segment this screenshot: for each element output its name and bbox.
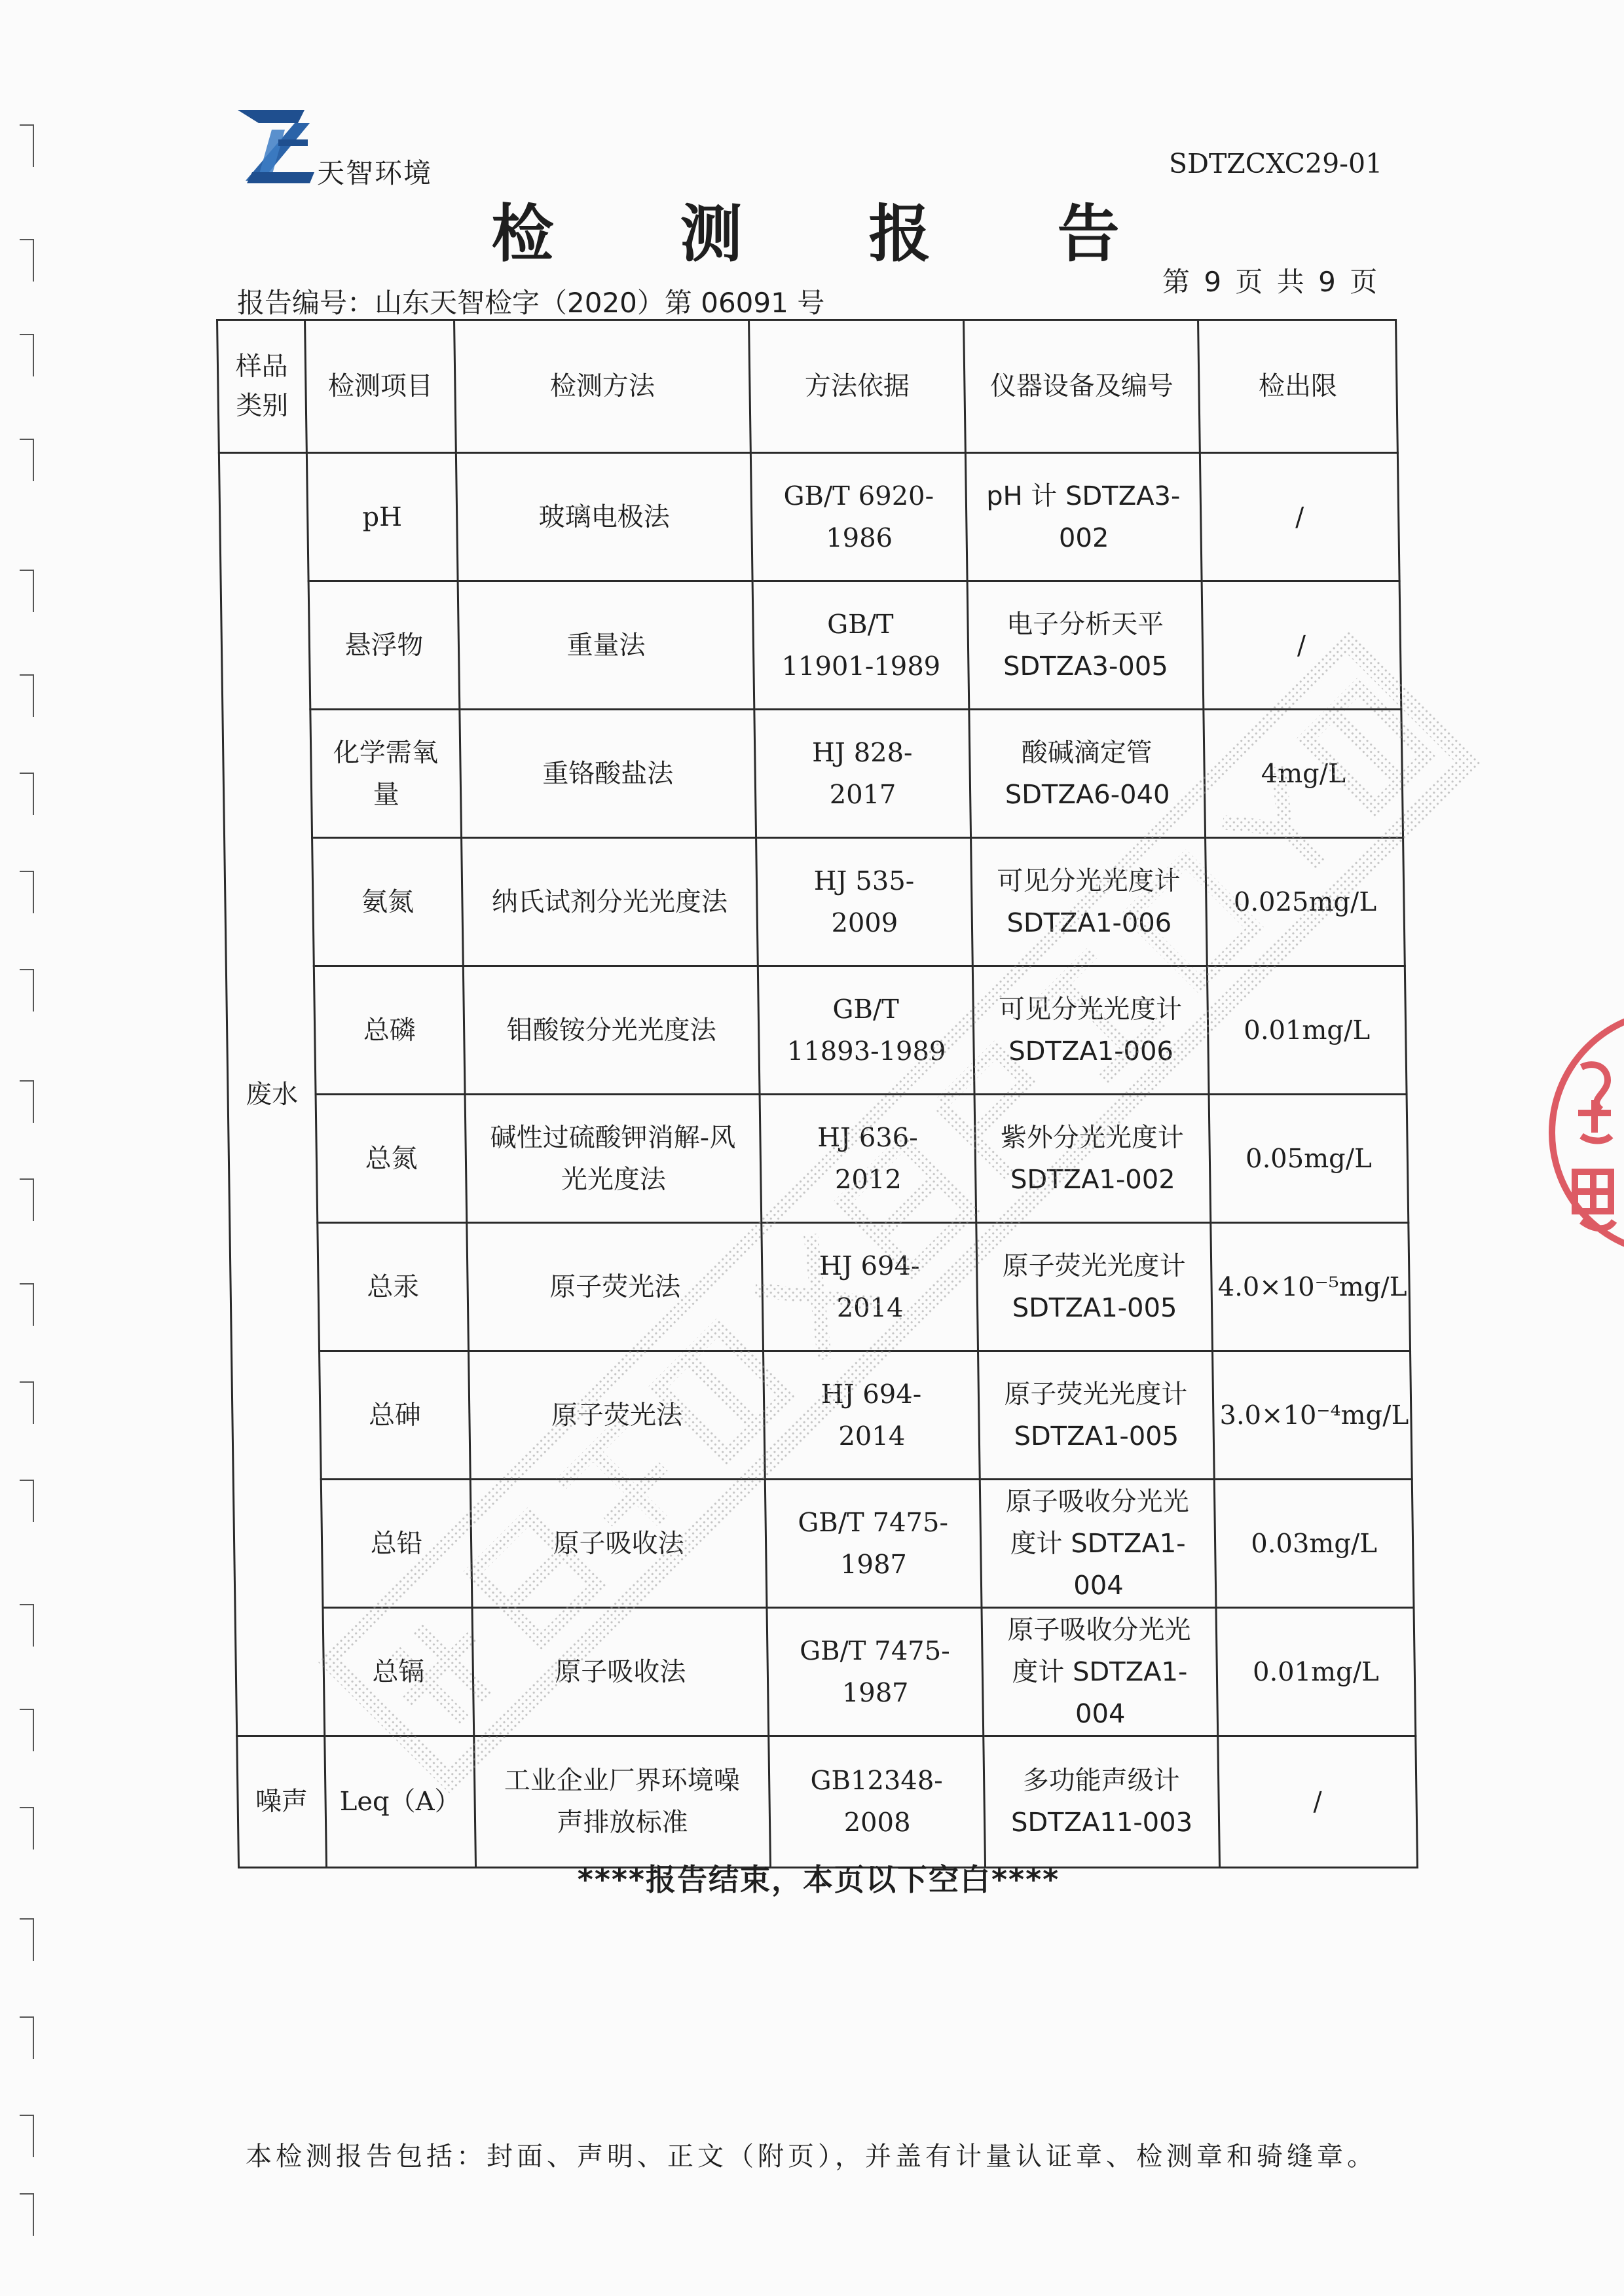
instrument-cell: 紫外分光光度计 SDTZA1-002: [974, 1095, 1211, 1223]
binding-hole: [20, 2115, 34, 2116]
table-row: [221, 581, 1401, 710]
method-basis-cell: HJ 636-2012: [760, 1095, 976, 1223]
binding-hole: [20, 1283, 34, 1285]
category-cell: 废水: [219, 453, 324, 1736]
method-basis-cell: GB/T 6920-1986: [750, 453, 967, 581]
detection-limit-cell: 0.025mg/L: [1206, 838, 1405, 966]
table-row: [230, 1223, 1411, 1351]
detection-limit-cell: 4mg/L: [1204, 710, 1403, 838]
method-basis-cell: GB/T 11901-1989: [752, 581, 969, 710]
test-item-cell: 化学需氧量: [310, 710, 462, 838]
report-number: 报告编号：山东天智检字（2020）第 06091 号: [237, 287, 825, 319]
binding-hole: [20, 969, 34, 970]
test-item-cell: 总铅: [321, 1480, 472, 1608]
binding-hole: [20, 1604, 34, 1605]
method-basis-cell: GB/T 11893-1989: [758, 966, 974, 1095]
header-test-method: 检测方法: [454, 320, 751, 453]
report-title: 检 测 报 告: [491, 198, 1172, 270]
instrument-cell: 可见分光光度计 SDTZA1-006: [972, 966, 1209, 1095]
header-sample-category: 样品类别: [217, 320, 307, 453]
red-seal-stamp: [1542, 995, 1624, 1270]
detection-limit-cell: 0.01mg/L: [1216, 1608, 1416, 1736]
binding-hole: [20, 1178, 34, 1180]
binding-hole: [20, 1709, 34, 1710]
company-logo: [232, 103, 318, 189]
footer-note: 本检测报告包括：封面、声明、正文（附页），并盖有计量认证章、检测章和骑缝章。: [246, 2141, 1377, 2172]
binding-hole: [20, 1381, 34, 1383]
detection-limit-cell: /: [1218, 1736, 1418, 1868]
instrument-cell: 酸碱滴定管 SDTZA6-040: [969, 710, 1206, 838]
binding-hole: [20, 439, 34, 440]
instrument-cell: 电子分析天平 SDTZA3-005: [967, 581, 1204, 710]
test-method-cell: 碱性过硫酸钾消解-风光光度法: [465, 1095, 762, 1223]
method-basis-cell: GB12348-2008: [769, 1736, 986, 1868]
header-test-item: 检测项目: [305, 320, 456, 453]
detection-limit-cell: 0.01mg/L: [1207, 966, 1407, 1095]
binding-hole: [20, 1807, 34, 1808]
detection-limit-cell: 0.05mg/L: [1209, 1095, 1409, 1223]
method-basis-cell: GB/T 7475-1987: [767, 1608, 984, 1736]
test-item-cell: 总磷: [314, 966, 465, 1095]
method-basis-cell: HJ 535-2009: [756, 838, 973, 966]
instrument-cell: 原子吸收分光光度计 SDTZA1-004: [982, 1608, 1218, 1736]
binding-hole: [20, 674, 34, 676]
test-method-cell: 工业企业厂界环境噪声排放标准: [474, 1736, 771, 1868]
binding-hole: [20, 2193, 34, 2195]
test-method-cell: 重量法: [458, 581, 754, 710]
binding-hole: [20, 1918, 34, 1920]
instrument-cell: 原子吸收分光光度计 SDTZA1-004: [980, 1480, 1216, 1608]
test-item-cell: 总砷: [320, 1351, 471, 1480]
test-method-cell: 原子荧光法: [467, 1223, 764, 1351]
test-item-cell: 总镉: [323, 1608, 474, 1736]
binding-hole: [20, 1480, 34, 1481]
test-method-cell: 原子荧光法: [469, 1351, 766, 1480]
document-code: SDTZCXC29-01: [1169, 148, 1383, 179]
test-method-cell: 玻璃电极法: [456, 453, 752, 581]
instrument-cell: 原子荧光光度计 SDTZA1-005: [978, 1351, 1215, 1480]
instrument-cell: pH 计 SDTZA3-002: [965, 453, 1202, 581]
detection-limit-cell: 3.0×10⁻⁴mg/L: [1213, 1351, 1412, 1480]
end-of-report-line: ****报告结束，本页以下空白****: [577, 1862, 1060, 1897]
page-info: 第 9 页 共 9 页: [1162, 266, 1380, 298]
binding-hole: [20, 773, 34, 774]
table-row: [228, 1095, 1409, 1223]
binding-hole: [20, 570, 34, 571]
company-name: 天智环境: [317, 157, 433, 189]
header-instrument: 仪器设备及编号: [964, 320, 1200, 453]
binding-hole: [20, 1080, 34, 1082]
table-row: [235, 1608, 1416, 1736]
table-row: [223, 710, 1403, 838]
detection-limit-cell: /: [1202, 581, 1401, 710]
table-body: [219, 453, 1417, 1868]
test-method-cell: 重铬酸盐法: [460, 710, 756, 838]
method-basis-cell: GB/T 7475-1987: [765, 1480, 982, 1608]
table-row: [237, 1736, 1418, 1868]
detection-limit-cell: 4.0×10⁻⁵mg/L: [1211, 1223, 1411, 1351]
table-row: [219, 453, 1399, 581]
test-method-cell: 原子吸收法: [472, 1608, 769, 1736]
binding-hole: [20, 334, 34, 335]
test-item-cell: 氨氮: [312, 838, 464, 966]
method-basis-cell: HJ 828-2017: [754, 710, 971, 838]
category-cell: 噪声: [237, 1736, 327, 1868]
test-item-cell: pH: [306, 453, 458, 581]
test-item-cell: 总汞: [318, 1223, 469, 1351]
table-row: [226, 966, 1407, 1095]
test-item-cell: 总氮: [316, 1095, 467, 1223]
binding-hole: [20, 2016, 34, 2018]
binding-hole: [20, 124, 34, 126]
test-item-cell: 悬浮物: [308, 581, 460, 710]
test-item-cell: Leq（A）: [325, 1736, 476, 1868]
test-method-cell: 纳氏试剂分光光度法: [462, 838, 758, 966]
test-methods-table: [216, 319, 1418, 1868]
instrument-cell: 原子荧光光度计 SDTZA1-005: [976, 1223, 1213, 1351]
test-method-cell: 原子吸收法: [470, 1480, 767, 1608]
table-row: [225, 838, 1405, 966]
method-basis-cell: HJ 694-2014: [764, 1351, 980, 1480]
header-detection-limit: 检出限: [1198, 320, 1398, 453]
method-basis-cell: HJ 694-2014: [762, 1223, 978, 1351]
detection-limit-cell: /: [1200, 453, 1399, 581]
table-header-row: [217, 320, 1398, 453]
binding-hole: [20, 871, 34, 872]
instrument-cell: 可见分光光度计 SDTZA1-006: [971, 838, 1208, 966]
table-row: [233, 1480, 1414, 1608]
binding-holes: [20, 98, 39, 2226]
test-method-cell: 钼酸铵分光光度法: [463, 966, 760, 1095]
table-row: [232, 1351, 1412, 1480]
header-method-basis: 方法依据: [749, 320, 966, 453]
detection-limit-cell: 0.03mg/L: [1214, 1480, 1414, 1608]
instrument-cell: 多功能声级计 SDTZA11-003: [984, 1736, 1220, 1868]
